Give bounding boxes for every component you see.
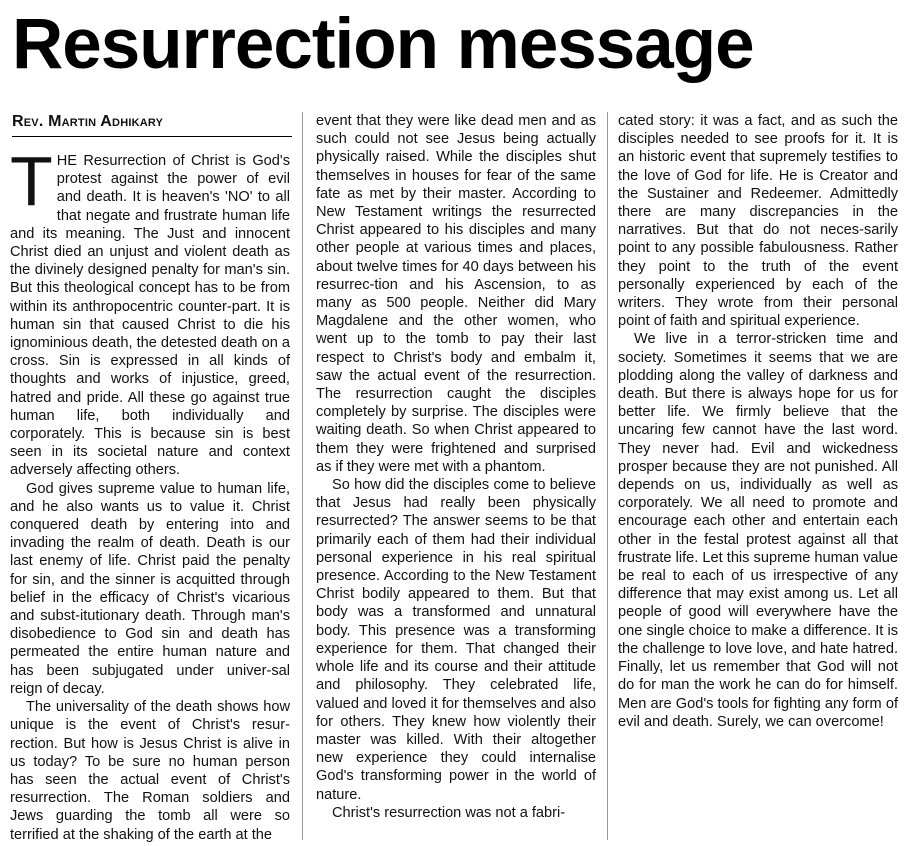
article-column-3 [618,112,898,731]
article-paragraph: Christ's resurrection was not a fabri- [332,804,566,821]
article-headline: Resurrection message [12,5,754,84]
article-byline: Rev. Martin Adhikary [12,112,292,137]
article-column-2 [316,112,596,822]
article-column-1 [10,142,290,844]
article-paragraph: event that they were like dead men and as such could not see Jesus being actually physically raised. While the disciples shut themselves in houses for fear of the same fate as met by their master. According to New Testament writings the resurrected Christ appeared to his disciples and many other people at various times and places, about twelve times for 40 days between his resurrec-tion and his Ascension, to as many as 500 people. Neither did Mary Magdalene and the other women, who went up to the tomb to pay their last respect to Christ's body and embalm it, saw the actual event of the resurrection. The resurrection caught the disciples completely by surprise. The disciples were waiting death. So when Christ appeared to them they were frightened and surprised as if they were met with a phantom. [316,113,596,475]
paragraph-text: HE Resurrection of Christ is God's protest against the power of evil and death. It is heaven's 'NO' to all that negate and frustrate human life and its meaning. The Just and innocent Christ died an unjust and violent death as the divinely designed penalty for man's sin. But this theological concept has to be from within its anthropocentric counter-part. It is human sin that caused Christ to die his ignominious death, the detested death on a cross. Sin is expressed in all kinds of thoughts and works of injustice, greed, hatred and pride. All these go against true human life, both individually and corporately. This is because sin is best seen in its societal nature and context adversely affecting others. [10,153,290,479]
article-paragraph: The universality of the death shows how unique is the event of Christ's resur-rection. But how is Jesus Christ is alive in us today? To be sure no human person has seen the actual event of Christ's resurrection. The Roman soldiers and Jews guarding the tomb all were so terrified at the shaking of the earth at the [10,699,290,843]
article-paragraph: We live in a terror-stricken time and society. Sometimes it seems that we are plodding along the valley of darkness and death. But there is always hope for us for better life. We firmly believe that the uncaring few cannot have the last word. They never had. Evil and wickedness prosper because they are not punished. All depends on us, individually as well as corporately. We all need to promote and encourage each other and entertain each other in the festal protest against all that frustrate life. Let this supreme human value be real to each of us irrespective of any difference that may exist among us. Let all people of good will everywhere have the one single choice to make a difference. It is the challenge to love love, and hate hatred. Finally, let us remember that God will not do for man the work he can do for himself. Men are God's tools for fighting any form of evil and death. Surely, we can overcome! [618,331,898,730]
article-paragraph [10,142,290,480]
article-paragraph: So how did the disciples come to believe that Jesus had really been physically resurrected? The answer seems to be that primarily each of them had their individual personal experience in his real spiritual presence. According to the New Testament Christ bodily appeared to them. But that body was a transformed and unnatural body. This presence was a transforming experience for them. That changed their whole life and its course and their attitude and philosophy. They celebrated life, valued and loved it for themselves and also for others. They knew how violently their master was killed. With their altogether new experience they could internalise God's transforming power in the world of nature. [316,477,596,803]
drop-cap: T [10,142,53,220]
article-paragraph: God gives supreme value to human life, and he also wants us to value it. Christ conquered death by entering into and invading the realm of death. Death is our last enemy of life. Christ paid the penalty for sin, and the sinner is acquitted through belief in the efficacy of Christ's vicarious and subst-itutionary death. Through man's disobedience to God sin and death has permeated the entire human nature and has been subjugated under univer-sal reign of decay. [10,480,290,697]
article-paragraph: cated story: it was a fact, and as such the disciples needed to see proofs for it. It is an historic event that supremely testifies to the love of God for life. He is Creator and the Sustainer and Redeemer. Admittedly there are many discrepancies in the narratives. But that do not neces-sarily point to any possible fabulousness. Rather they point to the truth of the event personally experienced by each of the writers. They wrote from their personal point of faith and spiritual experience. [618,113,898,330]
column-divider [607,112,608,840]
column-divider [302,112,303,840]
